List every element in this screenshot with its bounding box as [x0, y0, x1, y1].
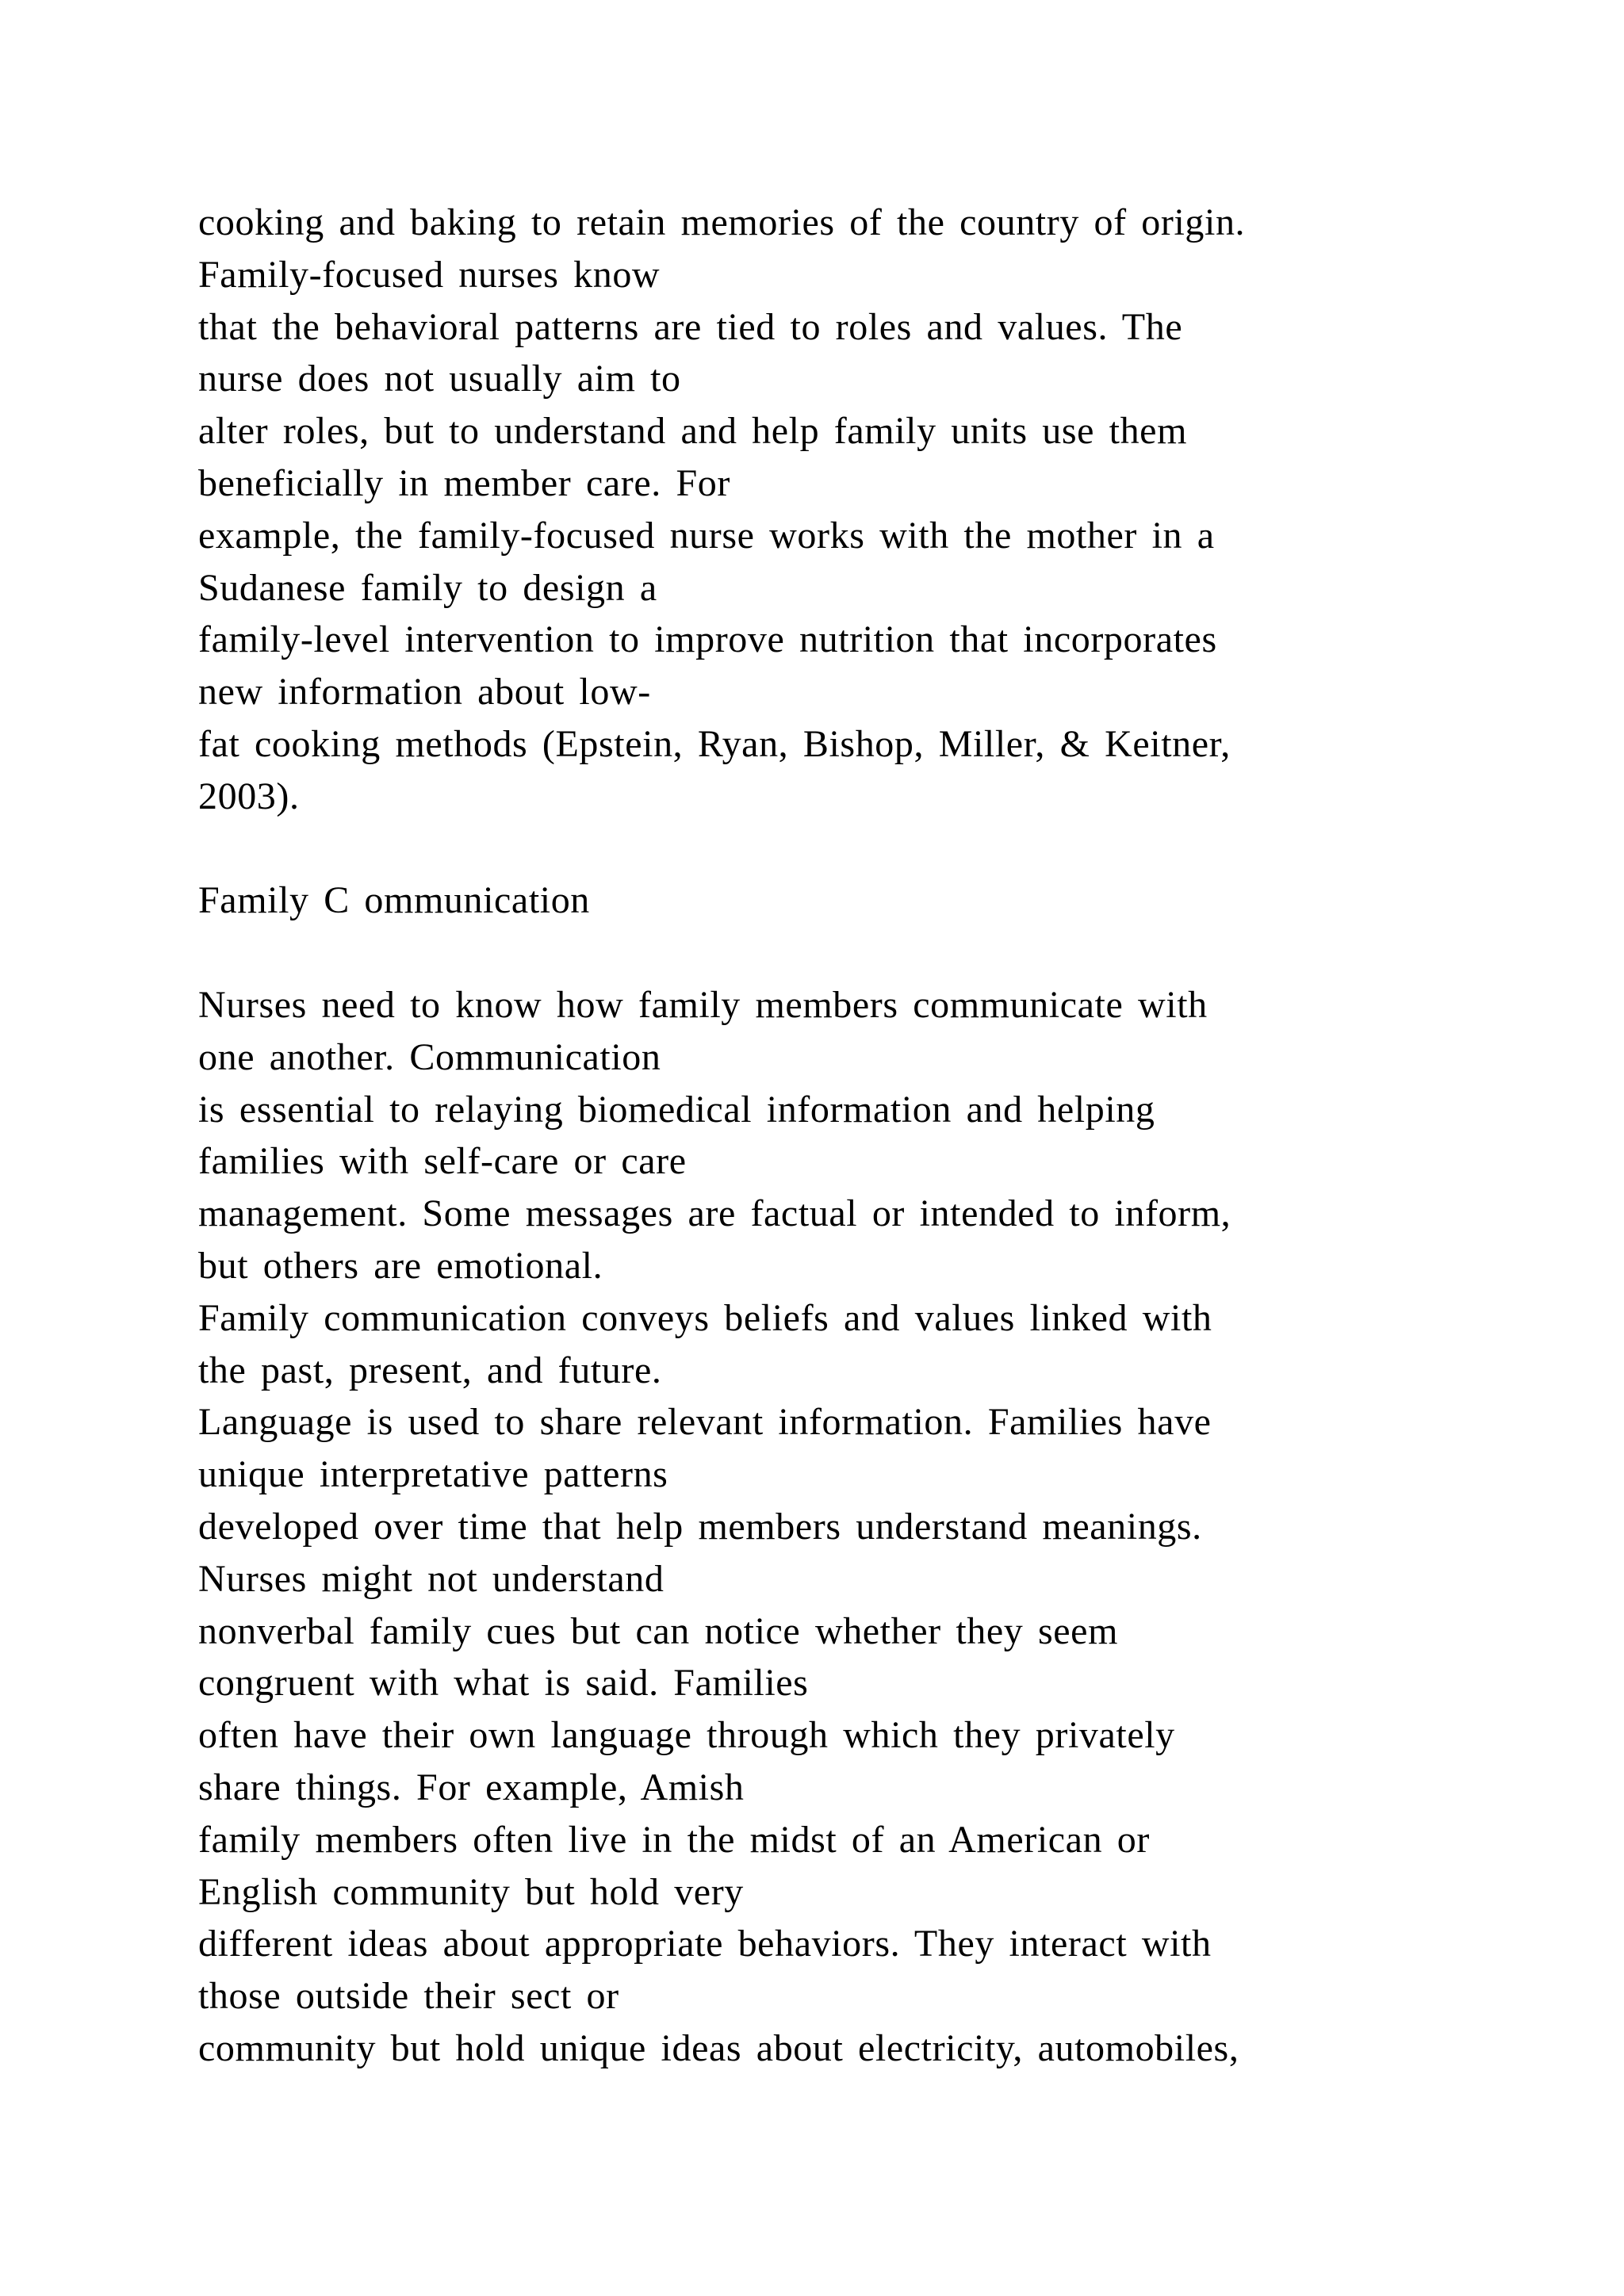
paragraph-line: often have their own language through which they privately — [198, 1714, 1175, 1757]
paragraph-line: the past, present, and future. — [198, 1349, 662, 1391]
paragraph-line: management. Some messages are factual or intended to inform, — [198, 1192, 1231, 1235]
paragraph-line: families with self-care or care — [198, 1140, 687, 1183]
blank-line — [198, 927, 1435, 979]
paragraph-line: cooking and baking to retain memories of the country of origin. — [198, 201, 1246, 243]
paragraph-line: beneficially in member care. For — [198, 461, 730, 504]
paragraph-line: Nurses might not understand — [198, 1557, 665, 1600]
section-heading: Family C ommunication — [198, 879, 590, 922]
document-text — [198, 197, 1435, 2075]
paragraph-line: family-level intervention to improve nutrition that incorporates — [198, 618, 1217, 661]
paragraph-line: share things. For example, Amish — [198, 1766, 745, 1808]
paragraph-line: English community but hold very — [198, 1870, 744, 1913]
paragraph-line: example, the family-focused nurse works with the mother in a — [198, 514, 1215, 557]
paragraph-line: congruent with what is said. Families — [198, 1662, 809, 1705]
paragraph-line: Sudanese family to design a — [198, 566, 657, 609]
paragraph-line: nonverbal family cues but can notice whether they seem — [198, 1609, 1119, 1652]
paragraph-line: different ideas about appropriate behaviors. They interact with — [198, 1923, 1212, 1965]
paragraph-line: developed over time that help members understand meanings. — [198, 1505, 1202, 1548]
paragraph-line: unique interpretative patterns — [198, 1453, 668, 1496]
paragraph-line: community but hold unique ideas about electricity, automobiles, — [198, 2026, 1239, 2069]
blank-line — [198, 823, 1435, 875]
paragraph-line: Language is used to share relevant information. Families have — [198, 1401, 1212, 1444]
paragraph-line: but others are emotional. — [198, 1244, 603, 1287]
paragraph-line: Family communication conveys beliefs and values linked with — [198, 1296, 1212, 1339]
paragraph-line: those outside their sect or — [198, 1975, 619, 2018]
paragraph-line: one another. Communication — [198, 1035, 661, 1078]
paragraph-line: Nurses need to know how family members communicate with — [198, 983, 1208, 1026]
paragraph-line: that the behavioral patterns are tied to roles and values. The — [198, 305, 1183, 348]
paragraph-line: 2003). — [198, 775, 300, 817]
paragraph-line: family members often live in the midst of an American or — [198, 1818, 1150, 1861]
paragraph-line: new information about low- — [198, 671, 651, 714]
paragraph-line: is essential to relaying biomedical information and helping — [198, 1088, 1155, 1131]
paragraph-line: nurse does not usually aim to — [198, 358, 681, 400]
paragraph-line: Family-focused nurses know — [198, 253, 661, 296]
paragraph-line: fat cooking methods (Epstein, Ryan, Bishop, Miller, & Keitner, — [198, 722, 1231, 765]
paragraph-line: alter roles, but to understand and help family units use them — [198, 410, 1188, 453]
